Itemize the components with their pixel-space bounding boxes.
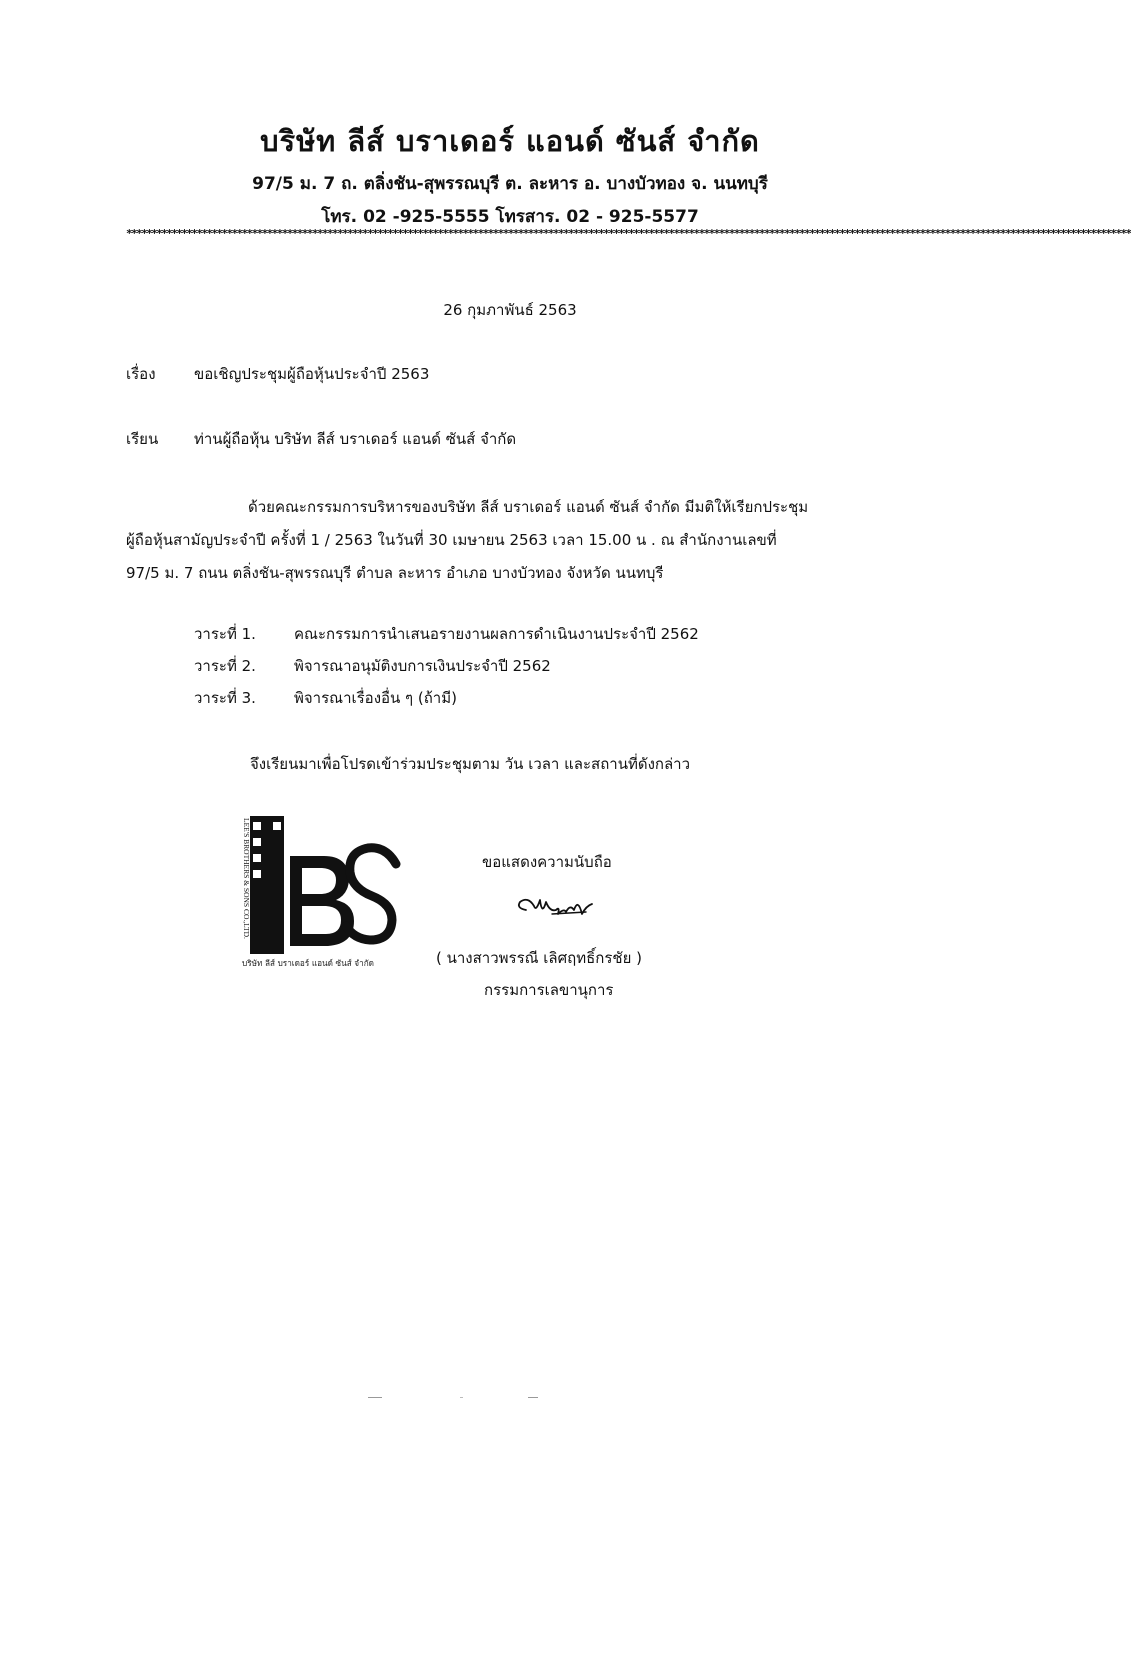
- body-paragraph: [126, 491, 896, 590]
- letter-date: 26 กุมภาพันธ์ 2563: [443, 301, 577, 319]
- closing-sentence: จึงเรียนมาเพื่อโปรดเข้าร่วมประชุมตาม วัน เวลา และสถานที่ดังกล่าว: [250, 755, 691, 773]
- agenda-list: [194, 618, 699, 714]
- company-name: บริษัท ลีส์ บราเดอร์ แอนด์ ซันส์ จำกัด: [260, 124, 760, 158]
- recipient-line: [126, 427, 516, 451]
- logo-caption: บริษัท ลีส์ บราเดอร์ แอนด์ ซันส์ จำกัด: [242, 958, 374, 968]
- body-line-2: ผู้ถือหุ้นสามัญประจำปี ครั้งที่ 1 / 2563 ในวันที่ 30 เมษายน 2563 เวลา 15.00 น . ณ สำนักงานเลขที่: [126, 531, 777, 549]
- letterhead-divider: ********************************************************************************************************************************************************************************************************: [126, 227, 1131, 240]
- recipient-text: ท่านผู้ถือหุ้น บริษัท ลีส์ บราเดอร์ แอนด์ ซันส์ จำกัด: [194, 430, 517, 448]
- signer-title: กรรมการเลขานุการ: [484, 981, 614, 999]
- agenda-text: พิจารณาเรื่องอื่น ๆ (ถ้ามี): [294, 689, 457, 707]
- agenda-item: [194, 682, 699, 714]
- subject-text: ขอเชิญประชุมผู้ถือหุ้นประจำปี 2563: [194, 365, 430, 383]
- agenda-item: [194, 650, 699, 682]
- body-line-1: ด้วยคณะกรรมการบริหารของบริษัท ลีส์ บราเดอร์ แอนด์ ซันส์ จำกัด มีมติให้เรียกประชุม: [248, 498, 809, 516]
- agenda-text: พิจารณาอนุมัติงบการเงินประจำปี 2562: [294, 657, 551, 675]
- regards-text: ขอแสดงความนับถือ: [482, 853, 612, 871]
- company-phone: โทร. 02 -925-5555 โทรสาร. 02 - 925-5577: [321, 207, 699, 227]
- agenda-number: วาระที่ 3.: [194, 689, 256, 707]
- agenda-number: วาระที่ 1.: [194, 625, 256, 643]
- scan-specks: [368, 1396, 548, 1400]
- signer-name: ( นางสาวพรรณี เลิศฤทธิ์กรชัย ): [436, 949, 643, 967]
- logo-vertical-text: LEE'S BROTHERS & SONS CO.,LTD.: [242, 818, 251, 939]
- body-line-3: 97/5 ม. 7 ถนน ตลิ่งชัน-สุพรรณบุรี ตำบล ละหาร อำเภอ บางบัวทอง จังหวัด นนทบุรี: [126, 564, 664, 582]
- company-address: 97/5 ม. 7 ถ. ตลิ่งชัน-สุพรรณบุรี ต. ละหาร อ. บางบัวทอง จ. นนทบุรี: [252, 174, 768, 194]
- subject-label: เรื่อง: [126, 365, 156, 383]
- agenda-text: คณะกรรมการนำเสนอรายงานผลการดำเนินงานประจำปี 2562: [294, 625, 699, 643]
- handwritten-signature: [512, 890, 602, 926]
- subject-line: [126, 362, 429, 386]
- recipient-label: เรียน: [126, 430, 159, 448]
- company-logo: [236, 816, 408, 972]
- logo-letter-b: [290, 856, 354, 946]
- agenda-number: วาระที่ 2.: [194, 657, 256, 675]
- logo-film-strip: [250, 816, 284, 954]
- agenda-item: [194, 618, 699, 650]
